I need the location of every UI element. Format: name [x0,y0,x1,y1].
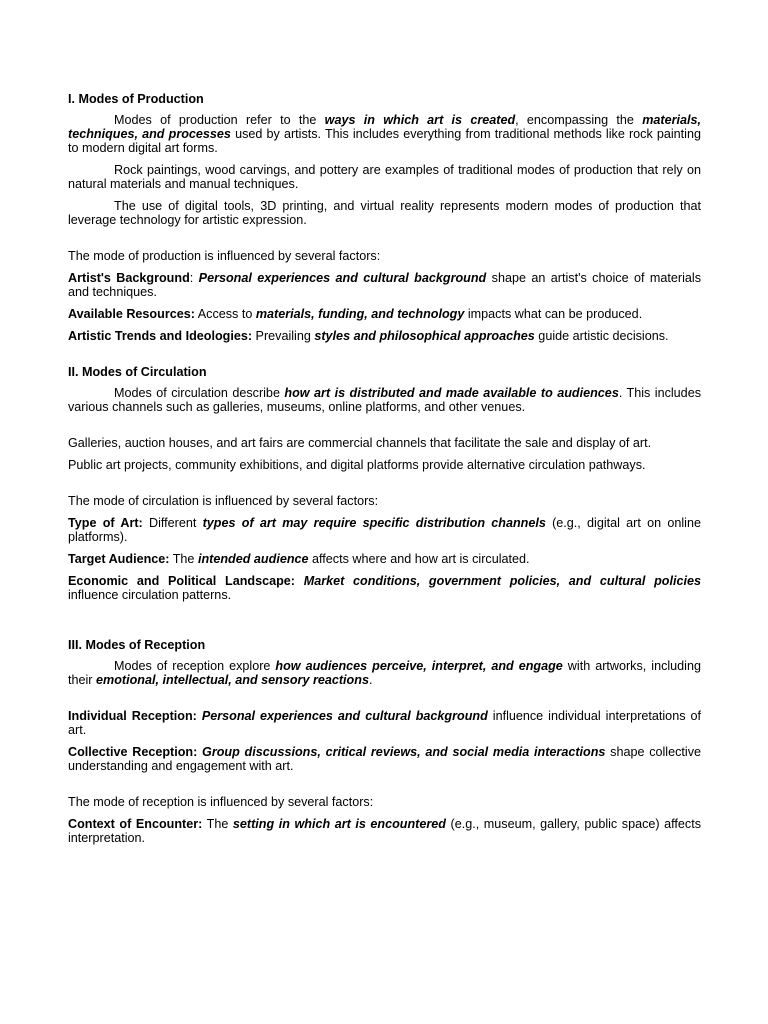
factors-intro: The mode of production is influenced by several factors: [68,249,381,263]
section-heading-reception: III. Modes of Reception [68,638,206,652]
paragraph: Galleries, auction houses, and art fairs are commercial channels that facilitate the sale and display of art. [68,436,652,450]
paragraph: The use of digital tools, 3D printing, and virtual reality represents modern modes of production that leverage technology for artistic expression. [68,199,701,227]
paragraph: Modes of reception explore how audiences perceive, interpret, and engage with artworks, including their emotional, intellectual, and sensory reactions. [68,659,701,687]
factor-item: Artistic Trends and Ideologies: Prevailing styles and philosophical approaches guide artistic decisions. [68,329,669,343]
section-heading-circulation: II. Modes of Circulation [68,365,207,379]
factor-item: Economic and Political Landscape: Market conditions, government policies, and cultural policies influence circulation patterns. [68,574,701,602]
paragraph: Rock paintings, wood carvings, and pottery are examples of traditional modes of production that rely on natural materials and manual techniques. [68,163,701,191]
document-page [68,92,701,853]
factor-item: Context of Encounter: The setting in which art is encountered (e.g., museum, gallery, public space) affects interpretation. [68,817,701,845]
factor-item: Type of Art: Different types of art may require specific distribution channels (e.g., digital art on online platforms). [68,516,701,544]
paragraph: Public art projects, community exhibitions, and digital platforms provide alternative circulation pathways. [68,458,646,472]
factor-item: Target Audience: The intended audience affects where and how art is circulated. [68,552,530,566]
paragraph: Modes of production refer to the ways in which art is created, encompassing the materials, techniques, and processes used by artists. This includes everything from traditional methods like rock painting to modern digital art forms. [68,113,701,155]
factor-item: Artist's Background: Personal experiences and cultural background shape an artist's choice of materials and techniques. [68,271,701,299]
reception-item: Individual Reception: Personal experiences and cultural background influence individual interpretations of art. [68,709,701,737]
factors-intro: The mode of circulation is influenced by several factors: [68,494,379,508]
section-heading-production: I. Modes of Production [68,92,204,106]
factors-intro: The mode of reception is influenced by several factors: [68,795,374,809]
paragraph: Modes of circulation describe how art is distributed and made available to audiences. This includes various channels such as galleries, museums, online platforms, and other venues. [68,386,701,414]
factor-item: Available Resources: Access to materials, funding, and technology impacts what can be produced. [68,307,643,321]
reception-item: Collective Reception: Group discussions, critical reviews, and social media interactions shape collective understanding and engagement with art. [68,745,701,773]
